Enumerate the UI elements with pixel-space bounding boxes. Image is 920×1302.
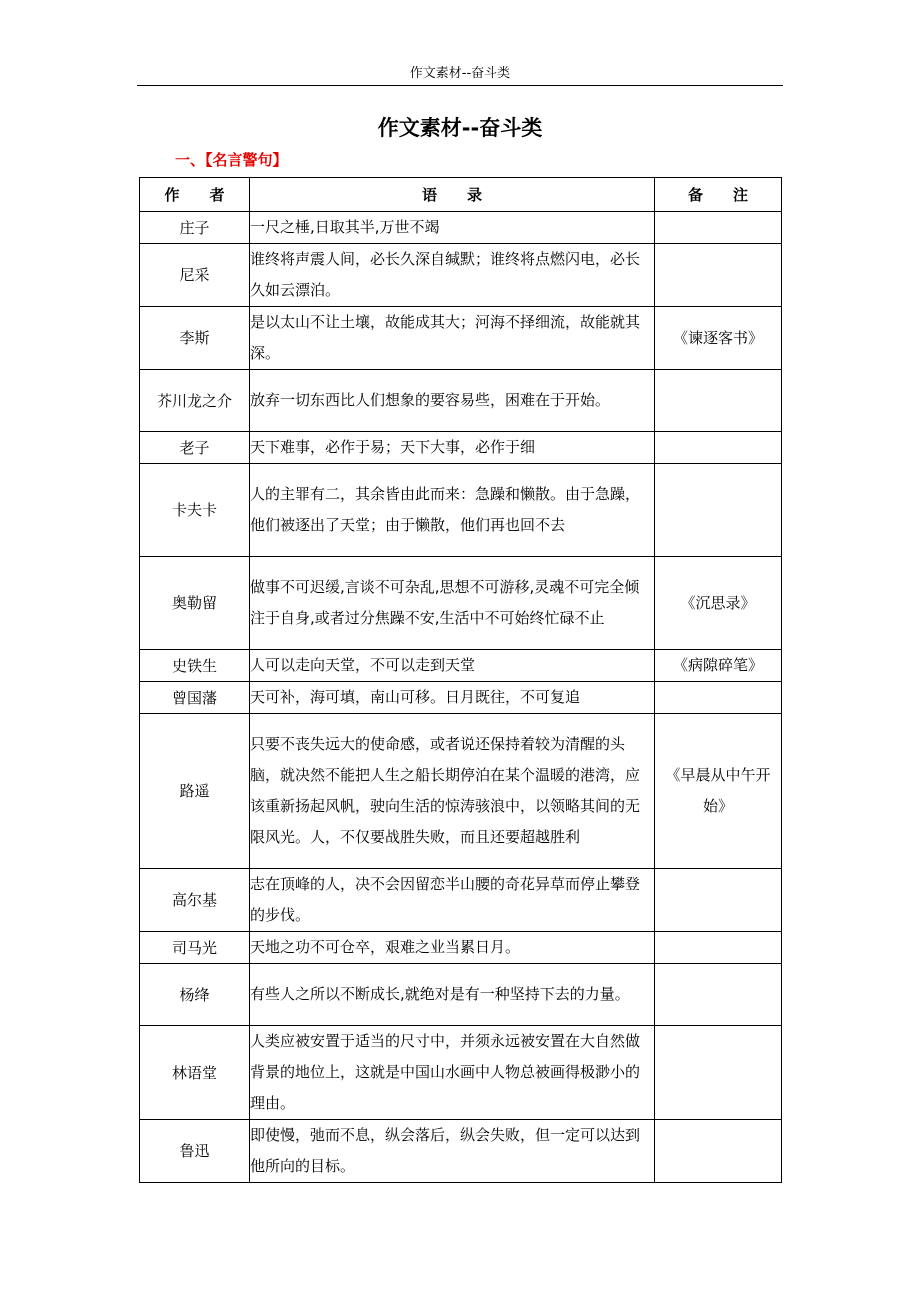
note-cell [655,964,782,1026]
header-divider [137,85,783,86]
quote-cell: 人的主罪有二，其余皆由此而来：急躁和懒散。由于急躁，他们被逐出了天堂；由于懒散，他们再也回不去 [250,464,655,557]
note-cell [655,464,782,557]
note-cell: 《谏逐客书》 [655,307,782,370]
running-header: 作文素材--奋斗类 [409,66,511,81]
table-row [140,557,782,650]
author-cell: 曾国藩 [140,682,250,714]
note-cell [655,244,782,307]
table-row [140,1120,782,1183]
table-row [140,932,782,964]
table-row [140,464,782,557]
author-cell: 林语堂 [140,1026,250,1120]
note-cell [655,869,782,932]
quote-cell: 是以太山不让土壤，故能成其大；河海不择细流，故能就其深。 [250,307,655,370]
table-row [140,964,782,1026]
quote-cell: 即使慢，弛而不息，纵会落后，纵会失败，但一定可以达到他所向的目标。 [250,1120,655,1183]
note-cell [655,682,782,714]
author-cell: 路遥 [140,714,250,869]
author-cell: 奥勒留 [140,557,250,650]
column-header-note: 备 注 [655,178,782,212]
table-header-row [140,178,782,212]
quote-cell: 人可以走向天堂，不可以走到天堂 [250,650,655,682]
note-cell [655,932,782,964]
table-row [140,244,782,307]
author-cell: 卡夫卡 [140,464,250,557]
author-cell: 史铁生 [140,650,250,682]
author-cell: 庄子 [140,212,250,244]
quote-cell: 放弃一切东西比人们想象的要容易些，困难在于开始。 [250,370,655,432]
quote-cell: 一尺之棰,日取其半,万世不竭 [250,212,655,244]
note-cell [655,370,782,432]
table-row [140,650,782,682]
author-cell: 司马光 [140,932,250,964]
note-cell: 《早晨从中午开始》 [655,714,782,869]
author-cell: 尼采 [140,244,250,307]
table-row [140,1026,782,1120]
author-cell: 鲁迅 [140,1120,250,1183]
note-cell: 《病隙碎笔》 [655,650,782,682]
table-row [140,432,782,464]
quote-cell: 做事不可迟缓,言谈不可杂乱,思想不可游移,灵魂不可完全倾注于自身,或者过分焦躁不安,生活中不可始终忙碌不止 [250,557,655,650]
table-row [140,212,782,244]
author-cell: 芥川龙之介 [140,370,250,432]
page-title: 作文素材--奋斗类 [377,116,543,140]
author-cell: 高尔基 [140,869,250,932]
quote-cell: 志在顶峰的人，决不会因留恋半山腰的奇花异草而停止攀登的步伐。 [250,869,655,932]
quote-cell: 天地之功不可仓卒，艰难之业当累日月。 [250,932,655,964]
quote-cell: 人类应被安置于适当的尺寸中，并须永远被安置在大自然做背景的地位上，这就是中国山水画中人物总被画得极渺小的理由。 [250,1026,655,1120]
note-cell [655,1026,782,1120]
quotes-table [139,177,782,1183]
table-row [140,714,782,869]
table-row [140,682,782,714]
table-row [140,307,782,370]
quote-cell: 天可补，海可填，南山可移。日月既往，不可复追 [250,682,655,714]
note-cell [655,1120,782,1183]
quote-cell: 谁终将声震人间，必长久深自缄默；谁终将点燃闪电，必长久如云漂泊。 [250,244,655,307]
quote-cell: 只要不丧失远大的使命感，或者说还保持着较为清醒的头脑，就决然不能把人生之船长期停泊在某个温暖的港湾，应该重新扬起风帆，驶向生活的惊涛骇浪中，以领略其间的无限风光。人，不仅要战胜失败，而且还要超越胜利 [250,714,655,869]
column-header-author: 作 者 [140,178,250,212]
column-header-quote: 语 录 [250,178,655,212]
note-cell: 《沉思录》 [655,557,782,650]
author-cell: 李斯 [140,307,250,370]
table-row [140,869,782,932]
author-cell: 老子 [140,432,250,464]
table-row [140,370,782,432]
quote-cell: 天下难事，必作于易；天下大事，必作于细 [250,432,655,464]
quote-cell: 有些人之所以不断成长,就绝对是有一种坚持下去的力量。 [250,964,655,1026]
note-cell [655,432,782,464]
section-heading: 一、【名言警句】 [175,151,288,169]
note-cell [655,212,782,244]
author-cell: 杨绛 [140,964,250,1026]
